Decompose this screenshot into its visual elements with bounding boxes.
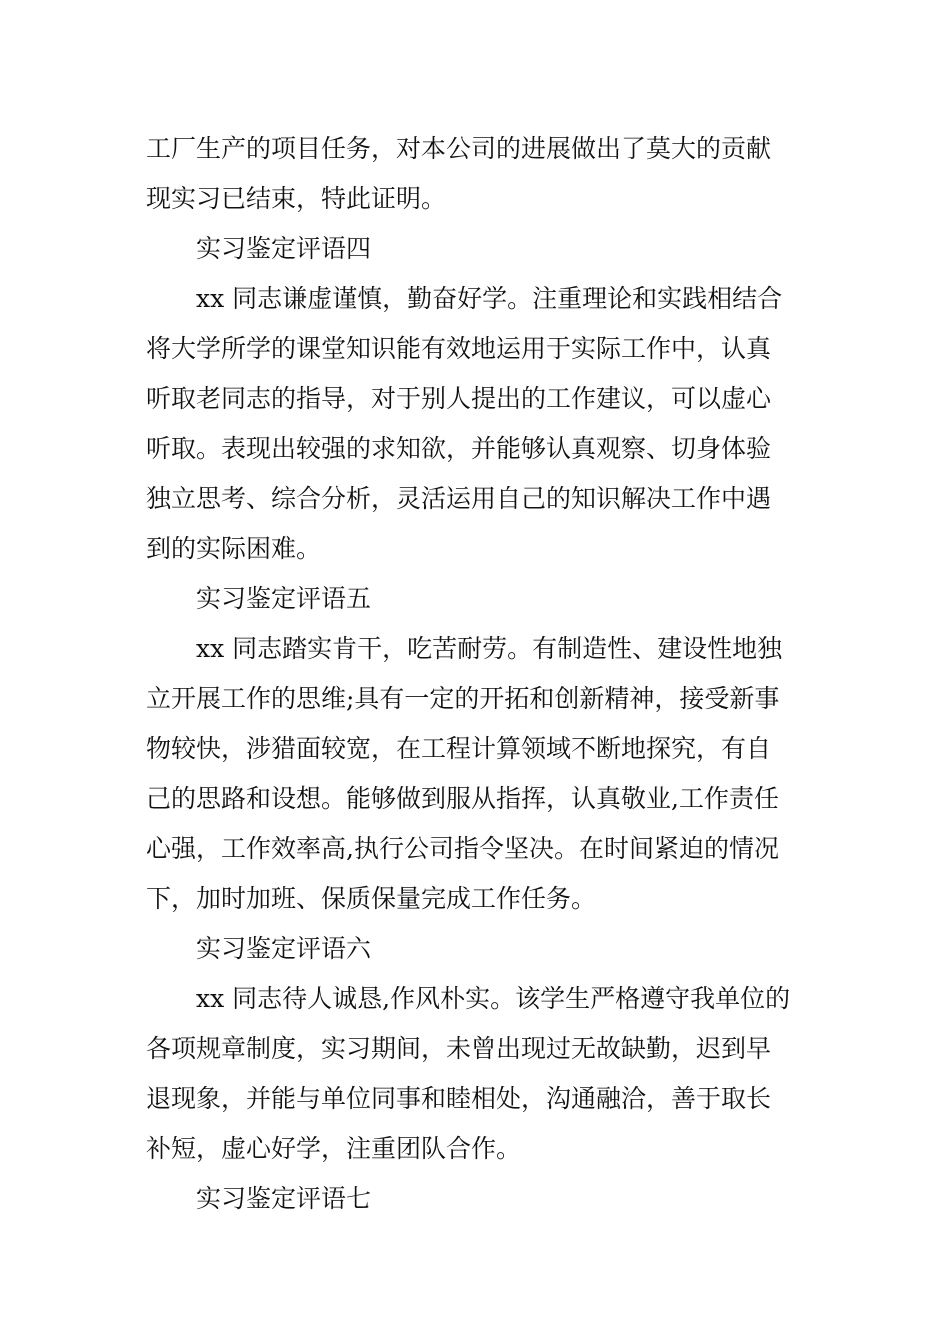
body-text-line: 下，加时加班、保质保量完成工作任务。 xyxy=(146,884,597,913)
section-heading: 实习鉴定评语五 xyxy=(196,584,372,613)
section-heading: 实习鉴定评语四 xyxy=(196,234,372,263)
body-text-line: 退现象，并能与单位同事和睦相处，沟通融洽，善于取长 xyxy=(146,1084,772,1113)
body-text-line: 各项规章制度，实习期间，未曾出现过无故缺勤，迟到早 xyxy=(146,1034,772,1063)
body-text-line: 心强，工作效率高,执行公司指令坚决。在时间紧迫的情况 xyxy=(146,834,779,863)
section-heading: 实习鉴定评语七 xyxy=(196,1184,372,1213)
body-text-line: 补短，虚心好学，注重团队合作。 xyxy=(146,1134,522,1163)
paragraph-first-line: xx 同志待人诚恳,作风朴实。该学生严格遵守我单位的 xyxy=(196,984,791,1013)
body-text-line: 听取。表现出较强的求知欲，并能够认真观察、切身体验 xyxy=(146,434,772,463)
body-text-line: 将大学所学的课堂知识能有效地运用于实际工作中，认真 xyxy=(146,334,772,363)
paragraph-first-line: xx 同志谦虚谨慎，勤奋好学。注重理论和实践相结合 xyxy=(196,284,783,313)
body-text-line: 物较快，涉猎面较宽，在工程计算领域不断地探究，有自 xyxy=(146,734,772,763)
body-text-line: 听取老同志的指导，对于别人提出的工作建议，可以虚心 xyxy=(146,384,772,413)
body-text-line: 现实习已结束，特此证明。 xyxy=(146,184,447,213)
paragraph-first-line: xx 同志踏实肯干，吃苦耐劳。有制造性、建设性地独 xyxy=(196,634,783,663)
body-text-line: 己的思路和设想。能够做到服从指挥，认真敬业,工作责任 xyxy=(146,784,779,813)
section-heading: 实习鉴定评语六 xyxy=(196,934,372,963)
body-text-line: 到的实际困难。 xyxy=(146,534,322,563)
body-text-line: 立开展工作的思维;具有一定的开拓和创新精神，接受新事 xyxy=(146,684,780,713)
body-text-line: 独立思考、综合分析，灵活运用自己的知识解决工作中遇 xyxy=(146,484,772,513)
body-text-line: 工厂生产的项目任务，对本公司的进展做出了莫大的贡献 xyxy=(146,134,772,163)
